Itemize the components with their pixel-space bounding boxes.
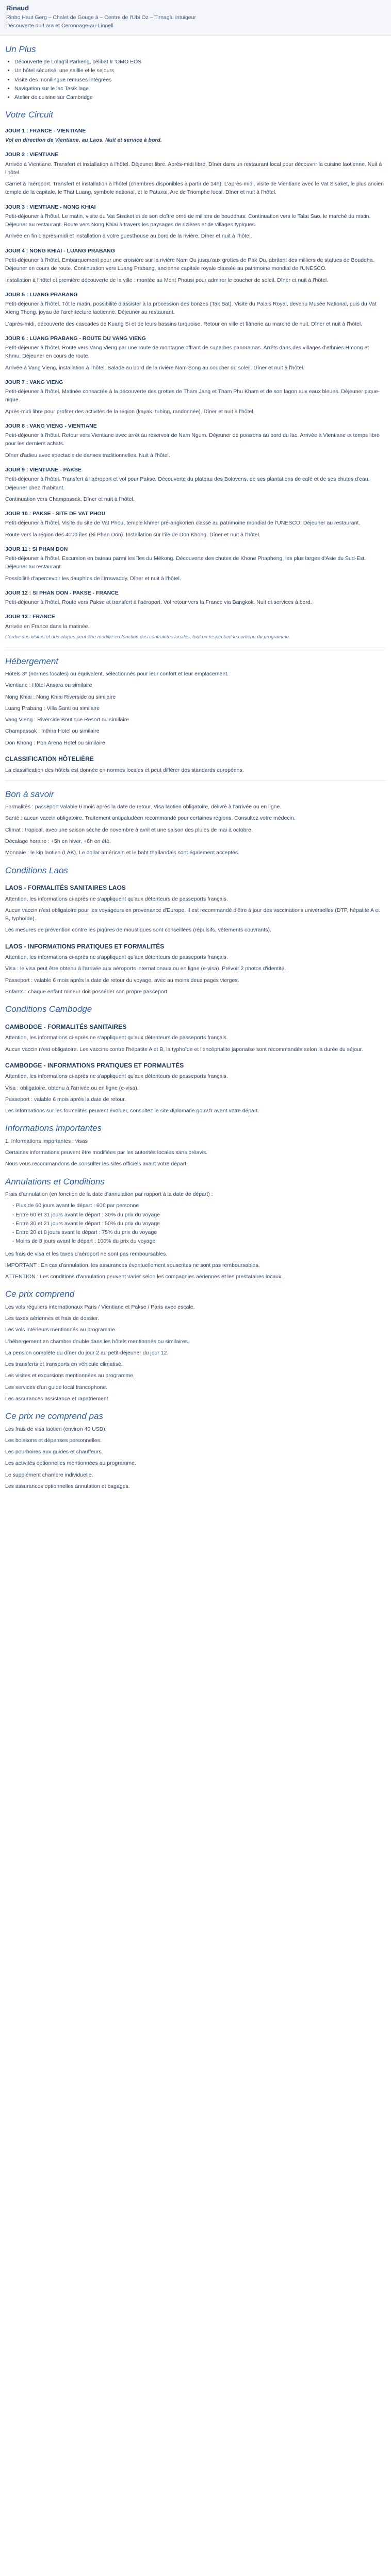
hebergement-heading: Hébergement [5, 656, 59, 666]
intro-bullet: • Découverte de Lolag'il Parkeng, célibat Ir 'OMO EOS [14, 58, 386, 66]
non-compris-paragraph: Les assurances optionnelles annulation et bagages. [5, 1483, 130, 1489]
header-line: Rinbo Haut Gerg – Chalet de Gouge à – Centre de l'Ubi Oz – Tirnaglu intuigeur [6, 14, 196, 21]
day-paragraph: Petit-déjeuner à l'hôtel. Transfert à l'aéroport et vol pour Pakse. Découverte du plateau des Bolovens, de ses plantations de café et de ses chutes d'eau. Déjeuner chez l'habitant. [5, 476, 370, 491]
cambodge-section [5, 1004, 386, 1115]
conditions-paragraph: Passeport : valable 6 mois après la date de retour du voyage, avec au moins deux pages vierges. [5, 977, 239, 984]
day-title: JOUR 6 : LUANG PRABANG - ROUTE DU VANG VIENG [5, 335, 146, 342]
annulation-heading: Annulations et Conditions [5, 1176, 105, 1187]
circuit-heading: Votre Circuit [5, 110, 53, 120]
day-paragraph: Petit-déjeuner à l'hôtel. Visite du site de Vat Phou, temple khmer pré-angkorien classé au patrimoine mondial de l'UNESCO. Déjeuner au restaurant. [5, 520, 361, 527]
annulation-note: IMPORTANT : En cas d'annulation, les assurances éventuellement souscrites ne sont pas remboursables. [5, 1262, 260, 1268]
cambodge-list2 [5, 1072, 386, 1115]
bottom-spacer [5, 1494, 386, 1700]
day-lead: Vol en direction de Vientiane, au Laos. Nuit et service à bord. [5, 137, 162, 144]
classification-heading: CLASSIFICATION HÔTELIÈRE [5, 755, 94, 762]
day-title: JOUR 12 : SI PHAN DON - PAKSE - FRANCE [5, 589, 119, 596]
annulation-item: - Entre 30 et 21 jours avant le départ : 50% du prix du voyage [12, 1220, 160, 1227]
day-paragraph: Arrivée à Vientiane. Transfert et installation à l'hôtel. Déjeuner libre. Après-midi libre. Dîner dans un restaurant local pour découvrir la cuisine laotienne. Nuit à l'hôtel. [5, 161, 382, 176]
hebergement-paragraph: Champassak : Inthira Hotel ou similaire [5, 728, 100, 735]
day-paragraph: Petit-déjeuner à l'hôtel. Le matin, visite du Vat Sisaket et de son cloître orné de milliers de bouddhas. Continuation vers le Talat Sao, le marché du matin. Déjeuner au restaurant. Route vers Nong Khiai à travers les paysages de rizières et de villages typiques. [5, 213, 371, 228]
intro-bullet: • Visite des monilingue remuses intégrées [14, 76, 386, 84]
hebergement-paragraph: Don Khong : Pon Arena Hotel ou similaire [5, 739, 105, 746]
prix-heading: Ce prix comprend [5, 1289, 75, 1299]
conditions-paragraph: Aucun vaccin n'est obligatoire pour les voyageurs en provenance d'Europe. Il est recommandé d'être à jour des vaccinations universelles (DTP, hépatite A et B, typhoïde). [5, 907, 380, 922]
non-compris-paragraph: Les frais de visa laotien (environ 40 USD). [5, 1426, 107, 1432]
non-compris-heading: Ce prix ne comprend pas [5, 1411, 103, 1421]
conditions-paragraph: Les mesures de prévention contre les piqûres de moustiques sont conseillées (répulsifs, vêtements couvrants). [5, 927, 271, 934]
cambodge-paragraph: Attention, les informations ci-après ne s'appliquent qu'aux détenteurs de passeports français. [5, 1073, 228, 1080]
annulation-intro: Frais d'annulation (en fonction de la date d'annulation par rapport à la date de départ) : [5, 1191, 213, 1197]
conditions-paragraph: Attention, les informations ci-après ne s'appliquent qu'aux détenteurs de passeports français. [5, 895, 228, 902]
classification-text: La classification des hôtels est donnée en normes locales et peut différer des standards européens. [5, 767, 244, 773]
day-paragraph: Possibilité d'apercevoir les dauphins de l'Irrawaddy. Dîner et nuit à l'hôtel. [5, 575, 181, 582]
cambodge-paragraph: Les informations sur les formalités peuvent évoluer, consultez le site diplomatie.gouv.fr avant votre départ. [5, 1108, 259, 1114]
prix-paragraph: Les transferts et transports en véhicule climatisé. [5, 1361, 123, 1368]
intro-heading: Un Plus [5, 44, 36, 54]
prix-paragraph: Les services d'un guide local francophone. [5, 1384, 108, 1391]
day-paragraph: Petit-déjeuner à l'hôtel. Retour vers Vientiane avec arrêt au réservoir de Nam Ngum. Déjeuner de poissons au bord du lac. Arrivée à Vientiane et temps libre pour les derniers achats. [5, 432, 380, 447]
conditions-paragraph: Enfants : chaque enfant mineur doit posséder son propre passeport. [5, 988, 169, 995]
hebergement-list [5, 670, 386, 747]
prix-paragraph: Les vols réguliers internationaux Paris / Vientiane et Pakse / Paris avec escale. [5, 1303, 195, 1310]
non-compris-paragraph: Le supplément chambre individuelle. [5, 1471, 93, 1478]
conditions-paragraph: Visa : le visa peut être obtenu à l'arrivée aux aéroports internationaux ou en ligne (e-visa). Prévoir 2 photos d'identité. [5, 965, 286, 972]
circuit-section [5, 110, 386, 641]
hebergement-paragraph: Nong Khiai : Nong Khiai Riverside ou similaire [5, 693, 116, 700]
non-compris-paragraph: Les activités optionnelles mentionnées au programme. [5, 1460, 136, 1467]
annulation-item: - Entre 20 et 8 jours avant le départ : 75% du prix du voyage [12, 1229, 157, 1236]
annulation-section [5, 1177, 386, 1281]
conditions-sub1: LAOS - FORMALITÉS SANITAIRES LAOS [5, 884, 126, 891]
non-compris-section [5, 1411, 386, 1490]
annulation-list [5, 1201, 386, 1245]
important-heading: Informations importantes [5, 1123, 102, 1133]
day-paragraph: Petit-déjeuner à l'hôtel. Route vers Vang Vieng par une route de montagne offrant de superbes panoramas. Arrêts dans des villages d'ethnies Hmong et Khmu. Déjeuner en cours de route. [5, 345, 369, 360]
day-title: JOUR 1 : FRANCE - VIENTIANE [5, 127, 86, 134]
day-paragraph: Installation à l'hôtel et première découverte de la ville : montée au Mont Phousi pour admirer le coucher de soleil. Dîner et nuit à l'hôtel. [5, 277, 329, 283]
cambodge-list1 [5, 1033, 386, 1054]
important-paragraph: Nous vous recommandons de consulter les sites officiels avant votre départ. [5, 1161, 188, 1167]
bon-savoir-paragraph: Santé : aucun vaccin obligatoire. Traitement antipaludéen recommandé pour certaines régions. Consultez votre médecin. [5, 815, 296, 822]
day-paragraph: Arrivée à Vang Vieng, installation à l'hôtel. Balade au bord de la rivière Nam Song au coucher du soleil. Dîner et nuit à l'hôtel. [5, 364, 305, 371]
day-title: JOUR 4 : NONG KHIAI - LUANG PRABANG [5, 247, 115, 254]
day-title: JOUR 2 : VIENTIANE [5, 151, 59, 158]
day-paragraph: Arrivée en France dans la matinée. [5, 623, 90, 630]
prix-paragraph: L'hébergement en chambre double dans les hôtels mentionnés ou similaires. [5, 1338, 189, 1345]
cambodge-sub1: CAMBODGE - FORMALITÉS SANITAIRES [5, 1023, 127, 1030]
non-compris-list [5, 1425, 386, 1491]
day-title: JOUR 7 : VANG VIENG [5, 379, 63, 385]
day-title: JOUR 9 : VIENTIANE - PAKSE [5, 467, 82, 473]
annulation-note: Les frais de visa et les taxes d'aéroport ne sont pas remboursables. [5, 1250, 168, 1257]
hebergement-paragraph: Vientiane : Hôtel Ansara ou similaire [5, 682, 92, 689]
prix-list [5, 1303, 386, 1403]
intro-bullets [5, 58, 386, 101]
day-title: JOUR 3 : VIENTIANE - NONG KHIAI [5, 204, 96, 210]
day-paragraph: Continuation vers Champassak. Dîner et nuit à l'hôtel. [5, 496, 135, 502]
day-title: JOUR 11 : SI PHAN DON [5, 546, 68, 552]
prix-section [5, 1289, 386, 1403]
annulation-item: - Plus de 60 jours avant le départ : 60€ par personne [12, 1202, 139, 1209]
non-compris-paragraph: Les boissons et dépenses personnelles. [5, 1437, 102, 1444]
intro-bullet: • Atelier de cuisine sur Cambridge [14, 93, 386, 101]
hebergement-section [5, 656, 386, 774]
intro-section [5, 44, 386, 102]
bon-savoir-paragraph: Monnaie : le kip laotien (LAK). Le dollar américain et le baht thaïlandais sont également acceptés. [5, 850, 240, 856]
day-paragraph: Petit-déjeuner à l'hôtel. Route vers Pakse et transfert à l'aéroport. Vol retour vers la France via Bangkok. Nuit et services à bord. [5, 599, 312, 606]
intro-bullet: • Navigation sur le lac Tasik lage [14, 84, 386, 93]
cambodge-sub2: CAMBODGE - INFORMATIONS PRATIQUES ET FORMALITÉS [5, 1061, 184, 1069]
important-paragraph: Certaines informations peuvent être modifiées par les autorités locales sans préavis. [5, 1149, 208, 1156]
prix-paragraph: Les visites et excursions mentionnées au programme. [5, 1372, 135, 1379]
days-list [5, 127, 386, 631]
prix-paragraph: La pension complète du dîner du jour 2 au petit-déjeuner du jour 12. [5, 1349, 169, 1356]
prix-paragraph: Les taxes aériennes et frais de dossier. [5, 1315, 100, 1322]
conditions-heading: Conditions Laos [5, 865, 68, 875]
day-paragraph: Arrivée en fin d'après-midi et installation à votre guesthouse au bord de la rivière. Dîner et nuit à l'hôtel. [5, 233, 252, 240]
day-paragraph: Après-midi libre pour profiter des activités de la région (kayak, tubing, randonnée). Dîner et nuit à l'hôtel. [5, 408, 255, 415]
bon-savoir-paragraph: Climat : tropical, avec une saison sèche de novembre à avril et une saison des pluies de mai à octobre. [5, 826, 253, 833]
day-paragraph: Petit-déjeuner à l'hôtel. Embarquement pour une croisière sur la rivière Nam Ou jusqu'aux grottes de Pak Ou, abritant des milliers de statues de Bouddha. Déjeuner en cours de route. Continuation vers Luang Prabang, ancienne capitale royale classée au patrimoine mondial de l'UNESCO. [5, 257, 374, 272]
bon-savoir-paragraph: Formalités : passeport valable 6 mois après la date de retour. Visa laotien obligatoire, délivré à l'arrivée ou en ligne. [5, 804, 282, 810]
annulation-notes [5, 1250, 386, 1281]
bon-savoir-list [5, 803, 386, 857]
day-paragraph: Carnet à l'aéroport. Transfert et installation à l'hôtel (chambres disponibles à partir de 14h). L'après-midi, visite de Vientiane avec le Vat Sisaket, le plus ancien temple de la capitale, le That Luang, symbole national, et le Patuxai, Arc de Triomphe local. Dîner et nuit à l'hôtel. [5, 181, 384, 196]
conditions-list2 [5, 953, 386, 996]
conditions-paragraph: Attention, les informations ci-après ne s'appliquent qu'aux détenteurs de passeports français. [5, 954, 228, 961]
hebergement-paragraph: Vang Vieng : Riverside Boutique Resort ou similaire [5, 717, 129, 723]
prix-paragraph: Les vols intérieurs mentionnés au programme. [5, 1327, 117, 1333]
site-title: Rinaud [6, 4, 29, 12]
intro-bullet: • Un hôtel sécurisé, une saillie et le sejours [14, 66, 386, 75]
bon-savoir-section [5, 789, 386, 857]
conditions-list1 [5, 895, 386, 935]
day-title: JOUR 10 : PAKSE - SITE DE VAT PHOU [5, 511, 106, 517]
circuit-note: L'ordre des visites et des étapes peut être modifié en fonction des contraintes locales, tout en respectant le contenu du programme. [5, 634, 290, 640]
hebergement-paragraph: Luang Prabang : Villa Santi ou similaire [5, 705, 100, 711]
header-line: Découverte du Lara et Ceronnage-au-Linnell [6, 23, 113, 29]
day-paragraph: Petit-déjeuner à l'hôtel. Matinée consacrée à la découverte des grottes de Tham Jang et Tham Phu Kham et de son lagon aux eaux bleues. Déjeuner pique-nique. [5, 388, 380, 403]
conditions-sub2: LAOS - INFORMATIONS PRATIQUES ET FORMALITÉS [5, 942, 165, 950]
day-title: JOUR 8 : VANG VIENG - VIENTIANE [5, 422, 97, 429]
day-paragraph: L'après-midi, découverte des cascades de Kuang Si et de leurs bassins turquoise. Retour en ville et flânerie au marché de nuit. Dîner et nuit à l'hôtel. [5, 320, 363, 327]
cambodge-heading: Conditions Cambodge [5, 1004, 92, 1014]
day-paragraph: Petit-déjeuner à l'hôtel. Excursion en bateau parmi les îles du Mékong. Découverte des chutes de Khone Phapheng, les plus larges d'Asie du Sud-Est. Déjeuner au restaurant. [5, 555, 366, 570]
day-paragraph: Route vers la région des 4000 îles (Si Phan Don). Installation sur l'île de Don Khong. Dîner et nuit à l'hôtel. [5, 531, 260, 538]
day-title: JOUR 13 : FRANCE [5, 614, 55, 620]
annulation-item: - Entre 60 et 31 jours avant le départ : 30% du prix du voyage [12, 1211, 160, 1218]
important-list [5, 1137, 386, 1168]
day-paragraph: Petit-déjeuner à l'hôtel. Tôt le matin, possibilité d'assister à la procession des bonzes (Tak Bat). Visite du Palais Royal, devenu Musée National, puis du Vat Xieng Thong, joyau de l'architecture laotienne. Déjeuner au restaurant. [5, 301, 377, 316]
non-compris-paragraph: Les pourboires aux guides et chauffeurs. [5, 1449, 103, 1455]
cambodge-paragraph: Attention, les informations ci-après ne s'appliquent qu'aux détenteurs de passeports français. [5, 1035, 228, 1041]
cambodge-paragraph: Visa : obligatoire, obtenu à l'arrivée ou en ligne (e-visa). [5, 1084, 139, 1091]
bon-savoir-heading: Bon à savoir [5, 789, 54, 799]
annulation-item: - Moins de 8 jours avant le départ : 100% du prix du voyage [12, 1238, 156, 1245]
day-paragraph: Dîner d'adieu avec spectacle de danses traditionnelles. Nuit à l'hôtel. [5, 452, 170, 459]
cambodge-paragraph: Passeport : valable 6 mois après la date de retour. [5, 1096, 126, 1103]
important-section [5, 1123, 386, 1168]
important-paragraph: 1. Informations importantes : visas [5, 1138, 88, 1144]
annulation-note: ATTENTION : Les conditions d'annulation peuvent varier selon les compagnies aériennes et les prestataires locaux. [5, 1274, 283, 1280]
bon-savoir-paragraph: Décalage horaire : +5h en hiver, +6h en été. [5, 838, 111, 845]
conditions-section [5, 866, 386, 996]
prix-paragraph: Les assurances assistance et rapatriement. [5, 1395, 110, 1402]
site-header [0, 0, 391, 36]
day-title: JOUR 5 : LUANG PRABANG [5, 291, 78, 298]
hebergement-paragraph: Hôtels 3* (normes locales) ou équivalent, sélectionnés pour leur confort et leur emplacement. [5, 671, 229, 677]
cambodge-paragraph: Aucun vaccin n'est obligatoire. Les vaccins contre l'hépatite A et B, la typhoïde et l'encéphalite japonaise sont recommandés selon la durée du séjour. [5, 1046, 363, 1053]
